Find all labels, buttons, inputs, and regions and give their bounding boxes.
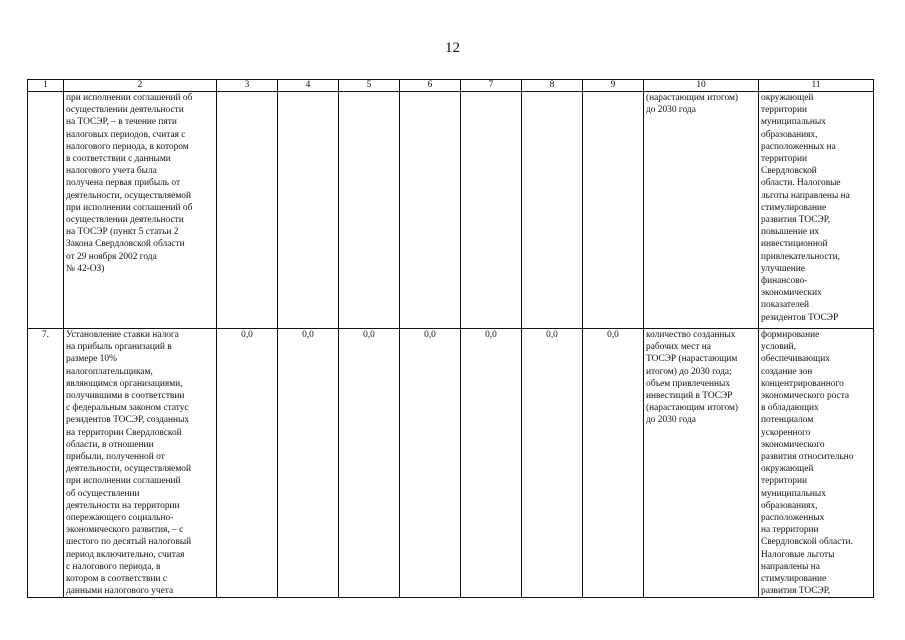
row-value [400,92,461,329]
row-value [522,92,583,329]
column-number: 10 [644,80,759,92]
row-goal: формирование условий, обеспечивающих создание зон концентрированного экономического роста в обладающих потенциалом ускоренного экономического развития относительно окружающей территории муниципальных образованиях, расположенных на территории Свердловской области. Налоговые льготы направлены на стимулирование развития ТОСЭР, [759,329,874,598]
table-row [28,92,874,329]
row-description: Установление ставки налога на прибыль организаций в размере 10% налогоплательщикам, являющимся организациями, получившими в соответствии с федеральным законом статус резидентов ТОСЭР, созданных на территории Свердловской области, в отношении прибыли, полученной от деятельности, осуществляемой при исполнении соглашений об осуществлении деятельности на территории опережающего социально- экономического развития, – с шестого по десятый налоговый период включительно, считая с налогового периода, в котором в соответствии с данными налогового учета [64,329,217,598]
row-value: 0,0 [400,329,461,598]
row-value: 0,0 [217,329,278,598]
row-goal: окружающей территории муниципальных образованиях, расположенных на территории Свердловской области. Налоговые льготы направлены на стимулирование развития ТОСЭР, повышение их инвестиционной привлекательности, улучшение финансово- экономических показателей резидентов ТОСЭР [759,92,874,329]
column-number: 9 [583,80,644,92]
row-value [583,92,644,329]
row-value: 0,0 [461,329,522,598]
row-value: 0,0 [339,329,400,598]
column-number: 11 [759,80,874,92]
row-value: 0,0 [278,329,339,598]
page-number: 12 [445,40,460,56]
row-value: 0,0 [583,329,644,598]
column-number: 4 [278,80,339,92]
row-value: 0,0 [522,329,583,598]
column-number: 6 [400,80,461,92]
table-row [28,329,874,598]
column-number: 3 [217,80,278,92]
row-indicator: количество созданных рабочих мест на ТОСЭР (нарастающим итогом) до 2030 года; объем привлеченных инвестиций в ТОСЭР (нарастающим итогом) до 2030 года [644,329,759,598]
row-value [339,92,400,329]
column-number: 1 [28,80,64,92]
column-number: 5 [339,80,400,92]
document-table [27,79,874,598]
row-indicator: (нарастающим итогом) до 2030 года [644,92,759,329]
column-number: 8 [522,80,583,92]
column-number: 7 [461,80,522,92]
column-number-row [28,80,874,92]
row-number [28,92,64,329]
column-number: 2 [64,80,217,92]
row-description: при исполнении соглашений об осуществлении деятельности на ТОСЭР, – в течение пяти налоговых периодов, считая с налогового периода, в котором в соответствии с данными налогового учета была получена первая прибыль от деятельности, осуществляемой при исполнении соглашений об осуществлении деятельности на ТОСЭР (пункт 5 статьи 2 Закона Свердловской области от 29 ноября 2002 года № 42-ОЗ) [64,92,217,329]
row-value [461,92,522,329]
row-number: 7. [28,329,64,598]
row-value [217,92,278,329]
row-value [278,92,339,329]
